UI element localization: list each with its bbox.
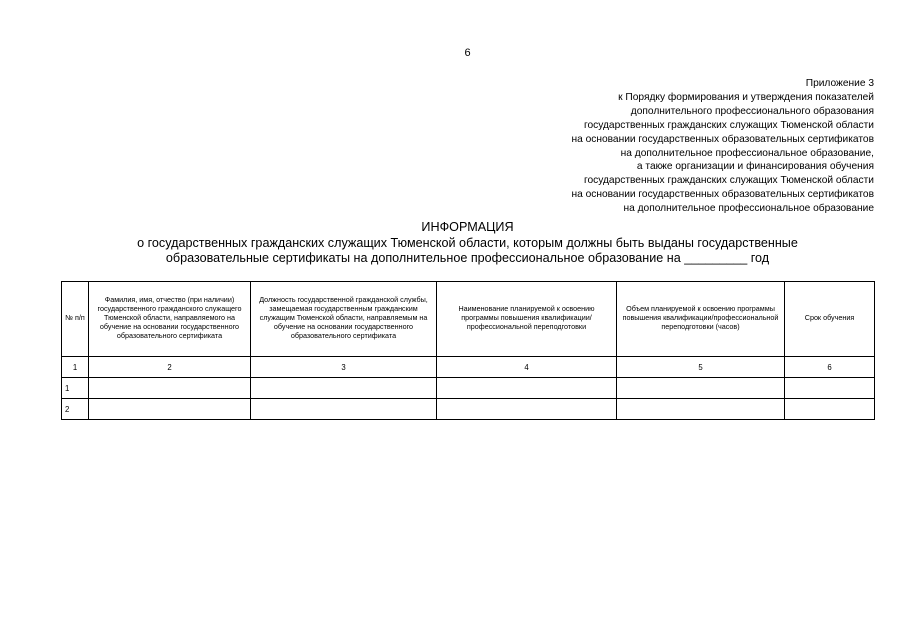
document-heading [0,220,905,267]
page-number: 6 [464,47,471,59]
header-cell-number: № п/п [62,282,89,357]
appendix-line: на дополнительное профессиональное образование, [620,147,874,159]
column-number-cell: 4 [437,357,617,378]
header-cell-full-name: Фамилия, имя, отчество (при наличии) государственного гражданского служащего Тюменской области, направляемого на обучение на основании государственного образовательного сертификата [89,282,251,357]
appendix-line: на дополнительное профессиональное образование [623,203,874,215]
column-number-cell: 5 [617,357,785,378]
document-title: ИНФОРМАЦИЯ [421,220,514,234]
document-subtitle-line-1: о государственных гражданских служащих Тюменской области, которым должны быть выданы государственные [137,235,798,250]
header-cell-position: Должность государственной гражданской службы, замещаемая государственным гражданским служащим Тюменской области, направляемым на обучение на основании государственного образовательного сертификата [251,282,437,357]
table-cell [785,378,875,399]
information-table [61,281,875,420]
appendix-line: дополнительного профессионального образования [630,105,874,117]
row-number-cell: 1 [62,378,89,399]
table-cell [89,399,251,420]
appendix-line: государственных гражданских служащих Тюменской области [583,119,874,131]
table-cell [251,399,437,420]
table-cell [785,399,875,420]
appendix-line: на основании государственных образовательных сертификатов [571,189,874,201]
appendix-line: Приложение 3 [805,78,874,89]
appendix-block [434,77,874,216]
table-cell [437,378,617,399]
table-cell [617,399,785,420]
appendix-line: а также организации и финансирования обучения [636,161,874,173]
table-cell [251,378,437,399]
table-cell [89,378,251,399]
appendix-line: на основании государственных образовательных сертификатов [571,133,874,145]
column-number-cell: 1 [62,357,89,378]
table-cell [437,399,617,420]
appendix-line: к Порядку формирования и утверждения показателей [618,91,874,103]
document-subtitle-line-2: образовательные сертификаты на дополнительное профессиональное образование на _________ год [165,251,770,265]
table-row [62,399,875,420]
table-cell [617,378,785,399]
column-number-cell: 2 [89,357,251,378]
row-number-cell: 2 [62,399,89,420]
appendix-line: государственных гражданских служащих Тюменской области [583,175,874,187]
header-cell-program-name: Наименование планируемой к освоению программы повышения квалификации/профессиональной переподготовки [437,282,617,357]
column-number-cell: 6 [785,357,875,378]
table-header-row [62,282,875,357]
column-number-cell: 3 [251,357,437,378]
column-number-row [62,357,875,378]
header-cell-training-period: Срок обучения [785,282,875,357]
header-cell-program-volume: Объем планируемой к освоению программы повышения квалификации/профессиональной переподготовки (часов) [617,282,785,357]
table-row [62,378,875,399]
